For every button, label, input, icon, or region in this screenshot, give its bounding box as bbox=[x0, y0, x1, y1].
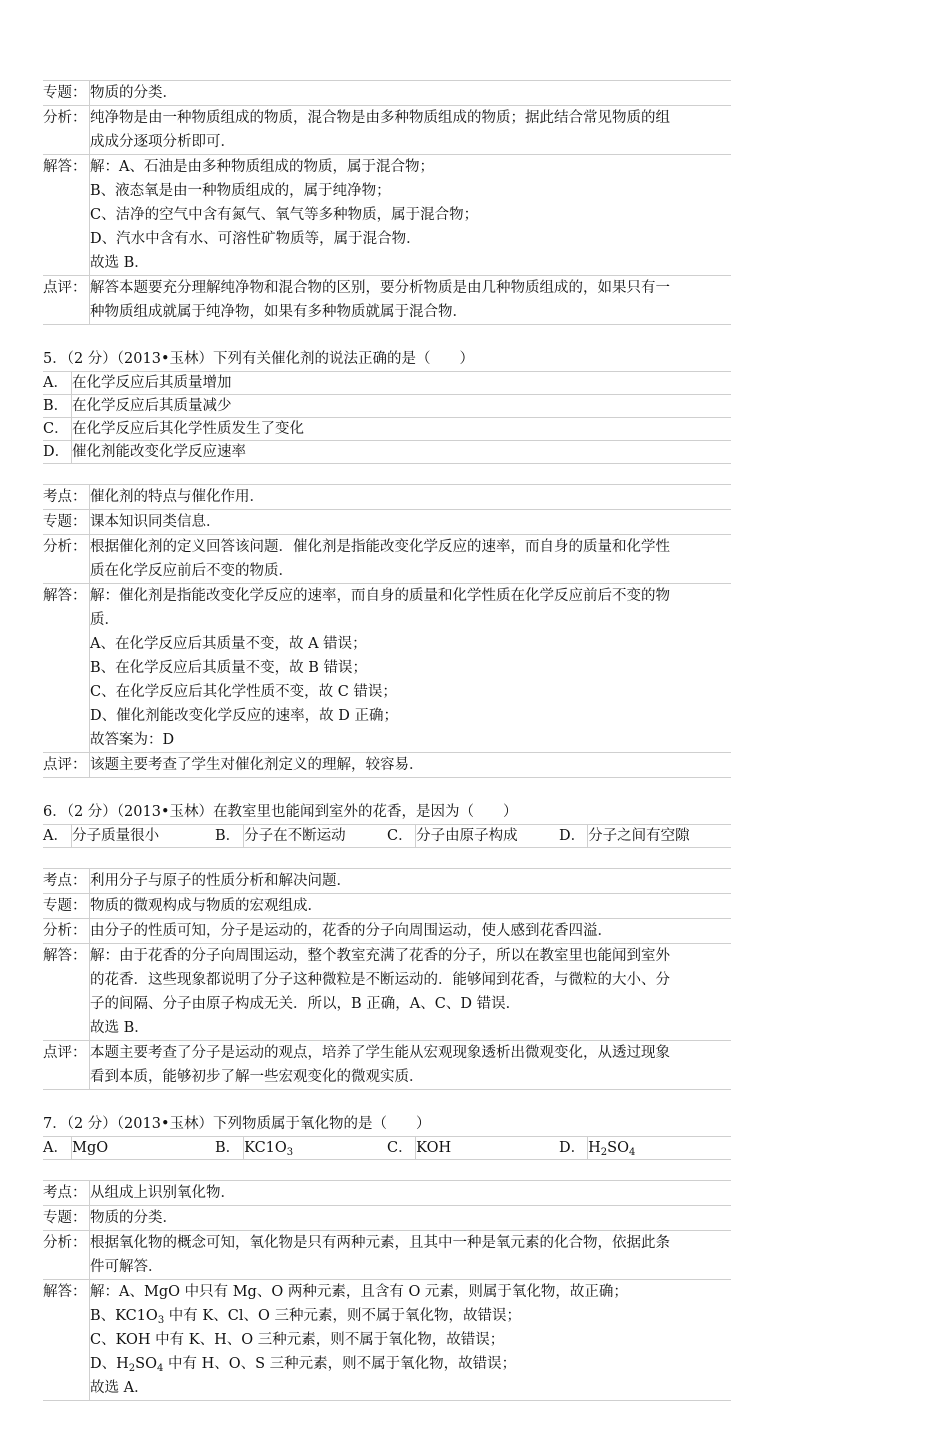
option-text: 分子质量很小 bbox=[72, 825, 215, 848]
option-label: D． bbox=[559, 825, 588, 848]
option-text: 催化剂能改变化学反应速率 bbox=[72, 441, 732, 464]
zhuanti-text: 物质的微观构成与物质的宏观组成． bbox=[90, 894, 732, 919]
option-label: A． bbox=[43, 1137, 72, 1160]
kaodian-label: 考点： bbox=[43, 1181, 90, 1206]
option-text: 分子之间有空隙 bbox=[588, 825, 731, 848]
zhuanti-text: 物质的分类． bbox=[90, 1206, 732, 1231]
dianping-label: 点评： bbox=[43, 753, 90, 778]
jieda-text: 解：由于花香的分子向周围运动，整个教室充满了花香的分子，所以在教室里也能闻到室外 的花香．这些现象都说明了分子这种微粒是不断运动的．能够闻到花香，与微粒的大小、分 子的间隔、分子由原子构成无关．所以，B 正确，A、C、D 错误． 故选 B． bbox=[90, 944, 732, 1041]
q7-analysis-table bbox=[43, 1180, 731, 1401]
zhuanti-label: 专题： bbox=[43, 894, 90, 919]
q5-analysis-table bbox=[43, 484, 731, 778]
zhuanti-text: 物质的分类． bbox=[90, 81, 732, 106]
fenxi-label: 分析： bbox=[43, 919, 90, 944]
fenxi-label: 分析： bbox=[43, 106, 90, 155]
option-label: B． bbox=[43, 395, 72, 418]
kaodian-label: 考点： bbox=[43, 869, 90, 894]
dianping-text: 解答本题要充分理解纯净物和混合物的区别，要分析物质是由几种物质组成的，如果只有一 种物质组成就属于纯净物，如果有多种物质就属于混合物． bbox=[90, 276, 732, 325]
option-label: D． bbox=[559, 1137, 588, 1160]
option-text: $KC1O_3$ bbox=[244, 1137, 387, 1160]
option-text: 在化学反应后其化学性质发生了变化 bbox=[72, 418, 732, 441]
option-label: C． bbox=[387, 825, 416, 848]
option-label: A． bbox=[43, 372, 72, 395]
dianping-text: 该题主要考查了学生对催化剂定义的理解，较容易． bbox=[90, 753, 732, 778]
option-label: C． bbox=[387, 1137, 416, 1160]
option-text: MgO bbox=[72, 1137, 215, 1160]
jieda-text: 解：A、石油是由多种物质组成的物质，属于混合物； B、液态氧是由一种物质组成的，属于纯净物； C、洁净的空气中含有氮气、氧气等多种物质，属于混合物； D、汽水中含有水、可溶性矿物质等，属于混合物． 故选 B． bbox=[90, 155, 732, 276]
zhuanti-label: 专题： bbox=[43, 81, 90, 106]
q4-analysis-table bbox=[43, 80, 731, 325]
jieda-label: 解答： bbox=[43, 584, 90, 753]
option-text: 在化学反应后其质量增加 bbox=[72, 372, 732, 395]
option-label: B． bbox=[215, 825, 244, 848]
exam-page bbox=[43, 80, 731, 1401]
kaodian-text: 催化剂的特点与催化作用． bbox=[90, 485, 732, 510]
option-text: 分子在不断运动 bbox=[244, 825, 387, 848]
dianping-text: 本题主要考查了分子是运动的观点，培养了学生能从宏观现象透析出微观变化，从透过现象 看到本质，能够初步了解一些宏观变化的微观实质． bbox=[90, 1041, 732, 1090]
kaodian-text: 利用分子与原子的性质分析和解决问题． bbox=[90, 869, 732, 894]
option-label: C． bbox=[43, 418, 72, 441]
fenxi-text: 由分子的性质可知，分子是运动的，花香的分子向周围运动，使人感到花香四溢． bbox=[90, 919, 732, 944]
jieda-label: 解答： bbox=[43, 944, 90, 1041]
fenxi-label: 分析： bbox=[43, 535, 90, 584]
zhuanti-label: 专题： bbox=[43, 510, 90, 535]
kaodian-label: 考点： bbox=[43, 485, 90, 510]
dianping-label: 点评： bbox=[43, 1041, 90, 1090]
option-label: D． bbox=[43, 441, 72, 464]
option-label: B． bbox=[215, 1137, 244, 1160]
question-5-options bbox=[43, 371, 731, 464]
fenxi-text: 根据氧化物的概念可知，氧化物是只有两种元素，且其中一种是氧元素的化合物，依据此条 件可解答． bbox=[90, 1231, 732, 1280]
zhuanti-text: 课本知识同类信息． bbox=[90, 510, 732, 535]
q6-analysis-table bbox=[43, 868, 731, 1090]
question-5-stem: 5．（2 分）（2013•玉林）下列有关催化剂的说法正确的是（ ） bbox=[43, 351, 475, 367]
option-text: $H_2SO_4$ bbox=[588, 1137, 731, 1160]
kaodian-text: 从组成上识别氧化物． bbox=[90, 1181, 732, 1206]
question-7-stem: 7．（2 分）（2013•玉林）下列物质属于氧化物的是（ ） bbox=[43, 1116, 431, 1132]
question-7-options bbox=[43, 1136, 731, 1160]
option-text: KOH bbox=[416, 1137, 559, 1160]
jieda-label: 解答： bbox=[43, 1280, 90, 1401]
dianping-label: 点评： bbox=[43, 276, 90, 325]
jieda-text: 解：催化剂是指能改变化学反应的速率，而自身的质量和化学性质在化学反应前后不变的物 质． A、在化学反应后其质量不变，故 A 错误； B、在化学反应后其质量不变，故 B 错误； C、在化学反应后其化学性质不变，故 C 错误； D、催化剂能改变化学反应的速率，故 D 正确； 故答案为：D bbox=[90, 584, 732, 753]
option-text: 在化学反应后其质量减少 bbox=[72, 395, 732, 418]
option-label: A． bbox=[43, 825, 72, 848]
fenxi-label: 分析： bbox=[43, 1231, 90, 1280]
fenxi-text: 纯净物是由一种物质组成的物质，混合物是由多种物质组成的物质；据此结合常见物质的组 成成分逐项分析即可． bbox=[90, 106, 732, 155]
jieda-text: 解：A、MgO 中只有 Mg、O 两种元素，且含有 O 元素，则属于氧化物，故正确； B、$KC1O_3$ 中有 K、Cl、O 三种元素，则不属于氧化物，故错误； C、KOH 中有 K、H、O 三种元素，则不属于氧化物，故错误； D、$H_2SO_4$ 中有 H、O、S 三种元素，则不属于氧化物，故错误； 故选 A． bbox=[90, 1280, 732, 1401]
fenxi-text: 根据催化剂的定义回答该问题．催化剂是指能改变化学反应的速率，而自身的质量和化学性 质在化学反应前后不变的物质． bbox=[90, 535, 732, 584]
question-6-options bbox=[43, 824, 731, 848]
question-6-stem: 6．（2 分）（2013•玉林）在教室里也能闻到室外的花香，是因为（ ） bbox=[43, 804, 518, 820]
option-text: 分子由原子构成 bbox=[416, 825, 559, 848]
jieda-label: 解答： bbox=[43, 155, 90, 276]
zhuanti-label: 专题： bbox=[43, 1206, 90, 1231]
